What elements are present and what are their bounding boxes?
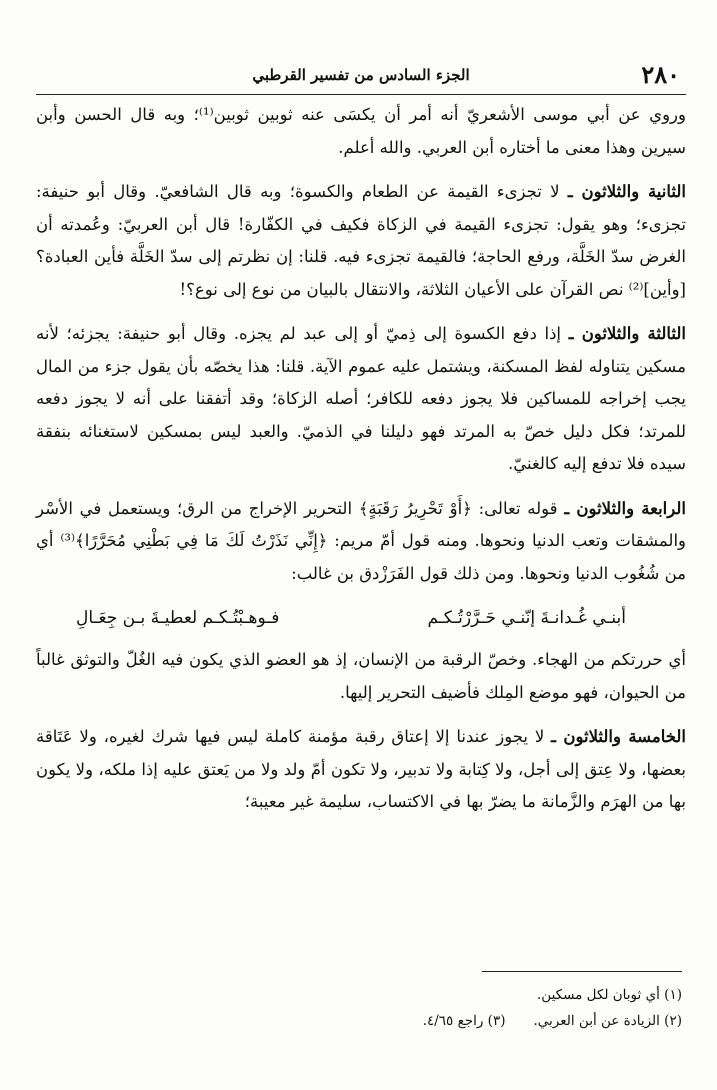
page-number: ٢٨٠ [641, 60, 680, 89]
paragraph-text: لا تجزىء القيمة عن الطعام والكسوة؛ وبه قال الشافعيّ. وقال أبو حنيفة: تجزىء؛ وهو يقول: تجزىء القيمة في الزكاة فكيف في الكفّارة! قال أبن العربيّ: وعُمدته أن الغرض سدّ الخَلَّة، ورفع الحاجة؛ فالقيمة تجزىء فيه. قلنا: إن نظرتم إلى سدّ الخَلَّة فأين العبادة؟ [وأين]⁽²⁾ نص القرآن على الأعيان الثلاثة، والانتقال بالبيان من نوع إلى نوع؟! [36, 182, 686, 299]
book-page [36, 58, 686, 1068]
poetry-verse [36, 590, 686, 644]
paragraph-text: لا يجوز عندنا إلا إعتاق رقبة مؤمنة كاملة ليس فيها شرك لغيره، ولا عَتَاقة بعضها، ولا عِتق إلى أجل، ولا كِتابة ولا تدبير، ولا تكون أمّ ولد ولا من يَعتق عليه إذا ملكه، ولا يكون بها من الهرَم والزَّمانة ما يضرّ بها في الاكتساب، سليمة غير معيبة؛ [36, 727, 686, 811]
paragraph-text: وروي عن أبي موسى الأشعريّ أنه أمر أن يكسَى عنه ثوبين ثوبين⁽¹⁾؛ وبه قال الحسن وأبن سيرين وهذا معنى ما أختاره أبن العربي. والله أعلم. [36, 105, 686, 157]
section-heading: الثالثة والثلاثون ـ [568, 324, 686, 343]
paragraph-35 [36, 721, 686, 819]
paragraph-after-verse [36, 644, 686, 709]
paragraph-text: قوله تعالى: ﴿أَوْ تَحْرِيرُ رَقَبَةٍ﴾ التحرير الإخراج من الرق؛ ويستعمل في الأسْر والمشقات وتعب الدنيا ونحوها. ومنه قول أمّ مريم: ﴿إِنِّي نَذَرْتُ لَكَ مَا فِي بَطْنِي مُحَرَّرًا﴾⁽³⁾ أي من شُغُوب الدنيا ونحوها. ومن ذلك قول الفَرَزْدق بن غالب: [36, 498, 686, 583]
paragraph-32 [36, 176, 686, 306]
section-heading: الرابعة والثلاثون ـ [564, 498, 686, 518]
paragraph-33 [36, 318, 686, 481]
page-header [36, 58, 686, 95]
footnote-divider [482, 971, 682, 972]
footnote-row [262, 1008, 682, 1034]
footnote-2: (٢) الزيادة عن أبن العربي. [533, 1013, 682, 1029]
footnote-row [262, 982, 682, 1008]
footnotes [262, 982, 682, 1034]
paragraph-text: أي حررتكم من الهجاء. وخصّ الرقبة من الإنسان، إذ هو العضو الذي يكون فيه الغُلّ والتوثق غالباً من الحيوان، فهو موضع المِلك فأضيف التحرير إليها. [36, 650, 686, 702]
section-heading: الخامسة والثلاثون ـ [551, 727, 687, 746]
paragraph-34 [36, 493, 686, 591]
footnote-1: (١) أي ثوبان لكل مسكين. [537, 987, 682, 1003]
verse-first-hemistich: أبنـي غُـدانـةَ إنّنـي حَـرَّرْتُـكـم [427, 608, 626, 628]
section-heading: الثانية والثلاثون ـ [567, 182, 686, 201]
paragraph-intro [36, 99, 686, 164]
paragraph-text: إذا دفع الكسوة إلى ذِميّ أو إلى عبد لم يجزه. وقال أبو حنيفة: يجزئه؛ لأنه مسكين يتناوله لفظ المسكنة، ويشتمل عليه عموم الآية. قلنا: هذا يخصّه بأن يقول جزء من المال يجب إخراجه للمساكين فلا يجوز دفعه للكافر؛ أصله الزكاة؛ وقد أتفقنا على أنه لا يجوز دفعه للمرتد؛ فكل دليل خصّ به المرتد فهو دليلنا في الذميّ. والعبد ليس بمسكين لاستغنائه بنفقة سيده فلا تدفع إليه كالغنيّ. [36, 324, 686, 473]
verse-second-hemistich: فـوهـبْتُـكـم لعطيـةَ بـن جِعَـالِ [76, 608, 280, 628]
running-title: الجزء السادس من تفسير القرطبي [252, 66, 470, 84]
footnote-3: (٣) راجع ٤/٦٥. [422, 1013, 506, 1029]
page-body [36, 95, 686, 819]
